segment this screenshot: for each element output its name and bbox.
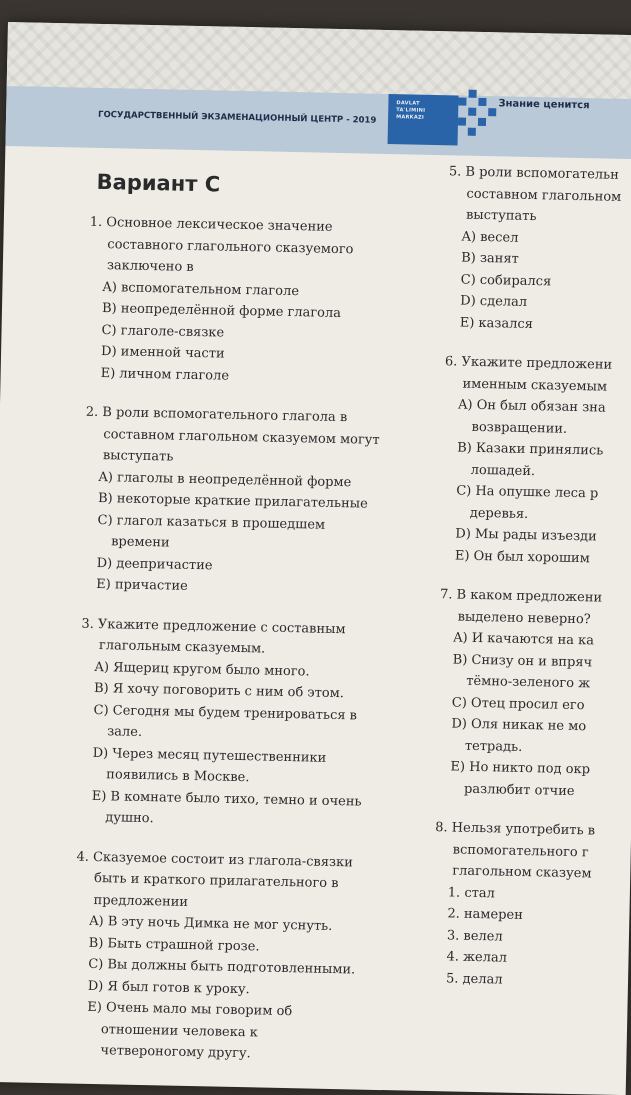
answer-option-continuation: лошадей. — [470, 462, 536, 479]
answer-option: E) Он был хорошим — [454, 547, 590, 566]
answer-option-continuation: душно. — [105, 810, 154, 827]
answer-option: C) глаголе-связке — [101, 322, 225, 341]
answer-option: E) Но никто под окр — [450, 759, 591, 778]
question-text-line: 1. Основное лексическое значение — [89, 214, 333, 235]
question-text-line: предложении — [93, 892, 189, 910]
answer-option: D) деепричастие — [96, 555, 213, 573]
answer-option: 5. делал — [445, 970, 503, 988]
question-text-line: именным сказуемым — [462, 376, 608, 395]
question-text-line: 6. Укажите предложени — [444, 354, 613, 373]
question-text-line: 8. Нельзя употребить в — [435, 820, 596, 839]
answer-option-continuation: четвероногому другу. — [100, 1043, 251, 1062]
answer-option: D) Через месяц путешественники — [92, 745, 327, 766]
question-text-line: заключено в — [106, 258, 194, 275]
answer-option: E) В комнате было тихо, темно и очень — [91, 788, 362, 810]
answer-option: 2. намерен — [447, 906, 523, 923]
answer-option: D) сделал — [460, 293, 528, 310]
answer-option: A) вспомогательном глаголе — [102, 279, 300, 299]
logo-text: DAVLAT TA'LIMINI MARKAZI — [396, 100, 426, 121]
question-text-line: составном глагольном — [466, 186, 622, 205]
answer-option: A) И качаются на ка — [453, 630, 595, 649]
question-right_column-4 — [432, 817, 631, 994]
question-left_column-2 — [82, 402, 416, 602]
answer-option: E) причастие — [96, 576, 188, 594]
answer-option: D) Оля никак не мо — [451, 716, 587, 735]
question-text-line: выступать — [465, 207, 537, 225]
question-right_column-2 — [441, 351, 631, 571]
answer-option: D) именной части — [100, 344, 225, 362]
answer-option: A) глаголы в неопределённой форме — [98, 469, 352, 490]
answer-option: B) занят — [460, 250, 519, 267]
question-left_column-1 — [86, 212, 420, 391]
question-left_column-4 — [72, 846, 406, 1068]
answer-option: A) В эту ночь Димка не мог уснуть. — [89, 913, 333, 934]
answer-option: B) неопределённой форме глагола — [101, 301, 342, 322]
logo-pixels-icon — [458, 89, 499, 140]
question-text-line: 2. В роли вспомогательного глагола в — [85, 404, 348, 426]
answer-option-continuation: времени — [110, 534, 170, 551]
answer-option: B) некоторые краткие прилагательные — [97, 490, 368, 512]
question-text-line: глагольном сказуем — [452, 863, 592, 882]
answer-option-continuation: деревья. — [469, 505, 529, 522]
answer-option: A) Он был обязан зна — [457, 397, 606, 416]
answer-option: B) Быть страшной грозе. — [88, 935, 260, 954]
question-text-line: 4. Сказуемое состоит из глагола-связки — [76, 849, 354, 870]
question-text-line: быть и краткого прилагательного в — [93, 870, 339, 892]
left-column — [72, 212, 420, 1086]
question-right_column-1 — [446, 161, 631, 338]
answer-option: C) собирался — [460, 272, 552, 289]
answer-option: E) личном глаголе — [100, 365, 230, 384]
exam-page — [0, 22, 631, 1095]
answer-option-continuation: тёмно-зеленого ж — [466, 673, 591, 692]
answer-option: C) Сегодня мы будем тренироваться в — [93, 702, 358, 723]
motto: Знание ценится — [498, 98, 590, 112]
right-column — [431, 161, 631, 1012]
answer-option-continuation: разлюбит отчие — [463, 781, 575, 799]
question-text-line: составном глагольном сказуемом могут — [103, 426, 380, 448]
question-text-line: 3. Укажите предложение с составным — [81, 616, 346, 637]
header-banner — [5, 86, 631, 159]
answer-option-continuation: отношении человека к — [100, 1021, 258, 1040]
answer-option: D) Мы рады изъезди — [455, 526, 597, 545]
answer-option-continuation: зале. — [107, 724, 143, 740]
question-right_column-3 — [436, 584, 631, 804]
answer-option-continuation: возвращении. — [471, 419, 568, 437]
answer-option: B) Снизу он и впряч — [452, 651, 593, 670]
answer-option: C) На опушке леса р — [456, 483, 599, 502]
answer-option: 4. желал — [446, 949, 508, 966]
answer-option-continuation: появились в Москве. — [106, 767, 250, 786]
answer-option: C) Отец просил его — [451, 694, 585, 713]
answer-option: A) Ящериц кругом было много. — [94, 659, 310, 679]
answer-option-continuation: тетрадь. — [464, 738, 523, 755]
answer-option: E) Очень мало мы говорим об — [87, 999, 293, 1020]
answer-option: C) Вы должны быть подготовленными. — [88, 956, 356, 978]
answer-option: D) Я был готов к уроку. — [87, 978, 250, 997]
question-text-line: вспомогательного г — [452, 841, 589, 860]
answer-option: A) весел — [461, 229, 519, 246]
question-text-line: 7. В каком предложени — [439, 587, 603, 606]
question-text-line: составного глагольного сказуемого — [107, 236, 354, 257]
answer-option: E) казался — [459, 315, 534, 332]
question-text-line: выступать — [102, 448, 174, 465]
answer-option: 3. велел — [446, 927, 503, 945]
question-left_column-3 — [77, 613, 411, 835]
question-text-line: глагольным сказуемым. — [98, 638, 266, 657]
answer-option: B) Я хочу поговорить с ним об этом. — [93, 680, 345, 702]
variant-title: Вариант С — [96, 169, 221, 197]
answer-option: 1. стал — [447, 884, 496, 901]
answer-option: B) Казаки принялись — [457, 440, 604, 459]
question-text-line: выделено неверно? — [457, 609, 591, 627]
exam-center-name: ГОСУДАРСТВЕННЫЙ ЭКЗАМЕНАЦИОННЫЙ ЦЕНТР - 2019 — [97, 109, 377, 126]
question-text-line: 5. В роли вспомогательн — [448, 164, 619, 183]
answer-option: C) глагол казаться в прошедшем — [97, 512, 326, 533]
